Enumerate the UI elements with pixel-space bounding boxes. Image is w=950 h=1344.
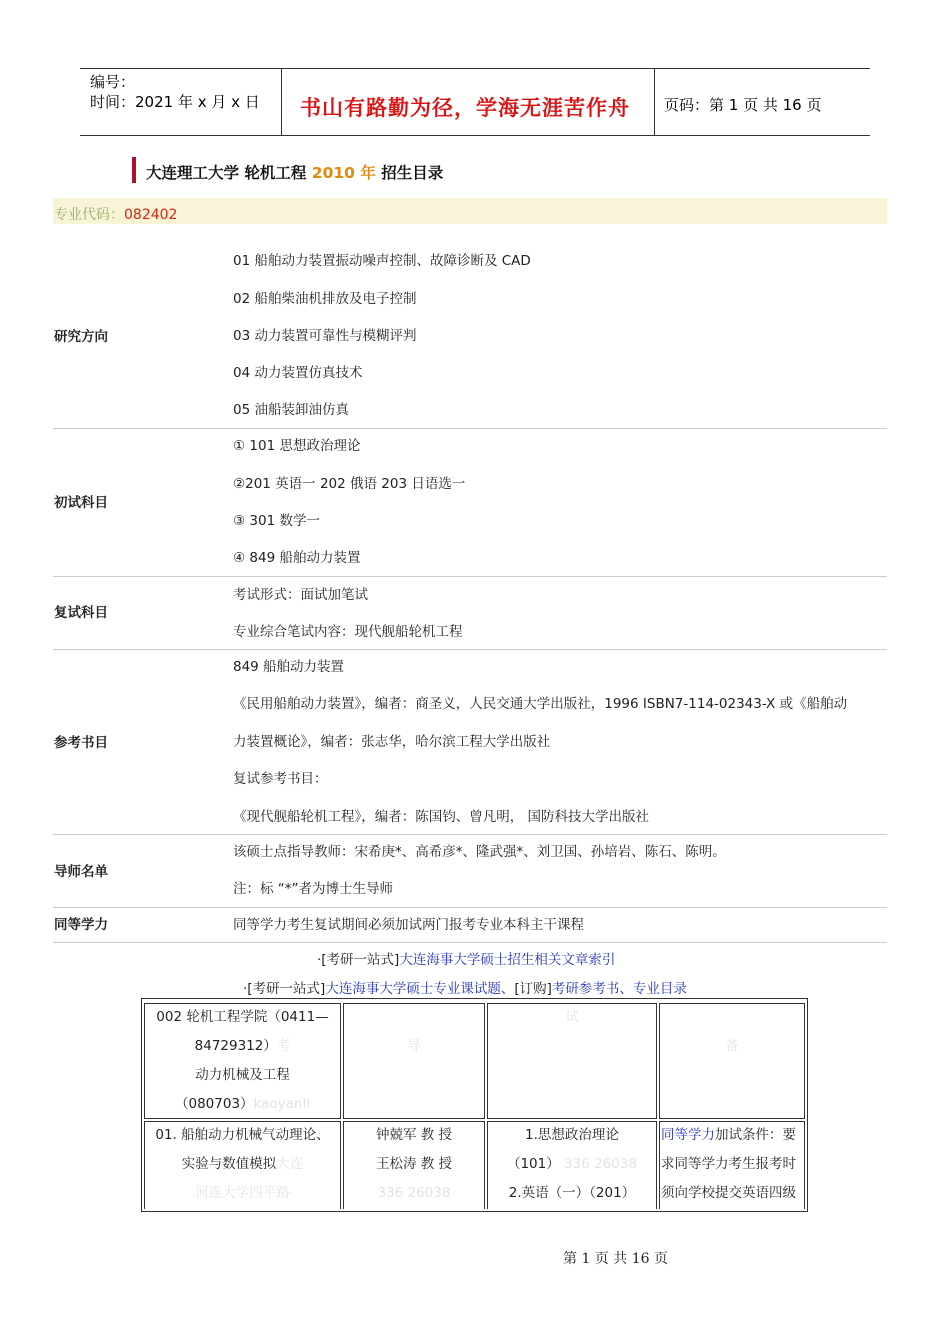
related-articles-link[interactable]: 大连海事大学硕士招生相关文章索引 [399,952,616,968]
direction-line: 实验与数值模拟大连 [181,1156,304,1172]
books-line-1: 849 船舶动力装置 [233,659,345,675]
exam-line-2: ②201 英语一 202 俄语 203 日语选一 [233,476,466,492]
advisors-line-2: 注：标 “*”者为博士生导师 [233,881,394,897]
books-label: 参考书目 [54,735,108,751]
research-line-2: 02 船舶柴油机排放及电子控制 [233,291,417,307]
teacher-line: 钟兢军 教 授 [375,1127,453,1143]
college-line: 002 轮机工程学院（0411— [156,1009,329,1025]
row-separator [53,649,887,650]
title-accent-bar [132,157,136,183]
row-separator [53,428,887,429]
subject-line: （101） 336 26038 [506,1156,638,1172]
college-line: （080703）kaoyanli [175,1096,310,1112]
exam-label: 初试科目 [54,495,108,511]
row-separator [53,907,887,908]
books-line-5: 《现代舰船轮机工程》，编者：陈国钧、曾凡明， 国防科技大学出版社 [233,809,650,825]
header-divider-1 [281,68,282,136]
title-year: 2010 年 [311,164,376,182]
college-line: 84729312）考 [194,1038,291,1054]
code-label: 专业代码： [54,207,124,223]
page-title [146,161,443,183]
subject-cell [489,1121,655,1208]
direction-line: 01. 船舶动力机械气动理论、 [155,1127,330,1143]
ghost-text: 河连大学四平路 [195,1185,290,1201]
header-divider-2 [654,68,655,136]
subject-line: 1.思想政治理论 [525,1127,619,1143]
direction-cell [146,1121,339,1208]
college-line: 动力机械及工程 [195,1067,290,1083]
books-line-2: 《民用船舶动力装置》，编者：商圣义，人民交通大学出版社，1996 ISBN7-114-02343-X 或《船舶动 [233,696,848,712]
retest-line-2: 专业综合笔试内容：现代舰船轮机工程 [233,624,463,640]
header-top-rule [80,68,870,69]
link-prefix: ·[考研一站式] [243,981,326,997]
number-label: 编号： [90,73,136,91]
code-band [53,198,887,224]
reference-books-link[interactable]: 考研参考书、专业目录 [551,981,687,997]
page-footer: 第 1 页 共 16 页 [563,1251,668,1267]
header-meta [90,72,260,112]
motto: 书山有路勤为径，学海无涯苦作舟 [300,96,630,120]
exam-line-4: ④ 849 船舶动力装置 [233,550,361,566]
ghost-text: 336 26038 [377,1185,451,1201]
ghost-text: 导 [407,1038,421,1054]
retest-line-1: 考试形式：面试加笔试 [233,587,368,603]
ghost-text: 试 [565,1009,579,1025]
research-line-5: 05 油船装卸油仿真 [233,402,349,418]
title-suffix: 招生目录 [375,164,444,182]
order-tag: [订购] [514,981,552,997]
row-separator [53,576,887,577]
teacher-cell [345,1121,483,1208]
major-code [54,204,177,224]
row-separator [53,942,887,943]
page-indicator: 页码：第 1 页 共 16 页 [664,96,822,114]
books-line-4: 复试参考书目： [233,771,328,787]
note-line: 同等学力加试条件：要 [661,1127,796,1143]
retest-label: 复试科目 [54,605,108,621]
research-line-4: 04 动力装置仿真技术 [233,365,363,381]
exam-papers-link[interactable]: 大连海事大学硕士专业课试题、 [325,981,515,997]
ghost-text: 备 [725,1038,739,1054]
link-prefix: ·[考研一站式] [317,952,400,968]
advisors-label: 导师名单 [54,864,108,880]
college-header [146,1003,339,1119]
row-separator [53,834,887,835]
equal-line-1: 同等学力考生复试期间必须加试两门报考专业本科主干课程 [233,917,584,933]
equal-ability-link[interactable]: 同等学力 [661,1127,715,1143]
advisors-line-1: 该硕士点指导教师：宋希庚*、高希彦*、隆武强*、刘卫国、孙培岩、陈石、陈明。 [233,844,726,860]
table-cell [659,1003,805,1119]
research-label: 研究方向 [54,329,108,345]
exam-line-1: ① 101 思想政治理论 [233,438,361,454]
exam-line-3: ③ 301 数学一 [233,513,320,529]
research-line-1: 01 船舶动力装置振动噪声控制、故障诊断及 CAD [233,253,531,269]
note-line: 须向学校提交英语四级 [661,1185,796,1201]
table-cell [343,1003,485,1119]
teacher-line: 王松涛 教 授 [375,1156,453,1172]
books-line-3: 力装置概论》，编者：张志华，哈尔滨工程大学出版社 [233,734,551,750]
exam-materials-link-line [243,977,687,997]
code-value: 082402 [124,207,178,223]
note-cell [661,1121,803,1208]
date-label: 时间：2021 年 x 月 x 日 [90,93,260,111]
equal-label: 同等学力 [54,917,108,933]
title-school: 大连理工大学 轮机工程 [146,164,312,182]
header-bottom-rule [80,135,870,136]
subject-line: 2.英语（一）（201） [508,1185,636,1201]
related-articles-link-line [317,948,615,968]
research-line-3: 03 动力装置可靠性与模糊评判 [233,328,417,344]
note-line: 求同等学力考生报考时 [661,1156,796,1172]
